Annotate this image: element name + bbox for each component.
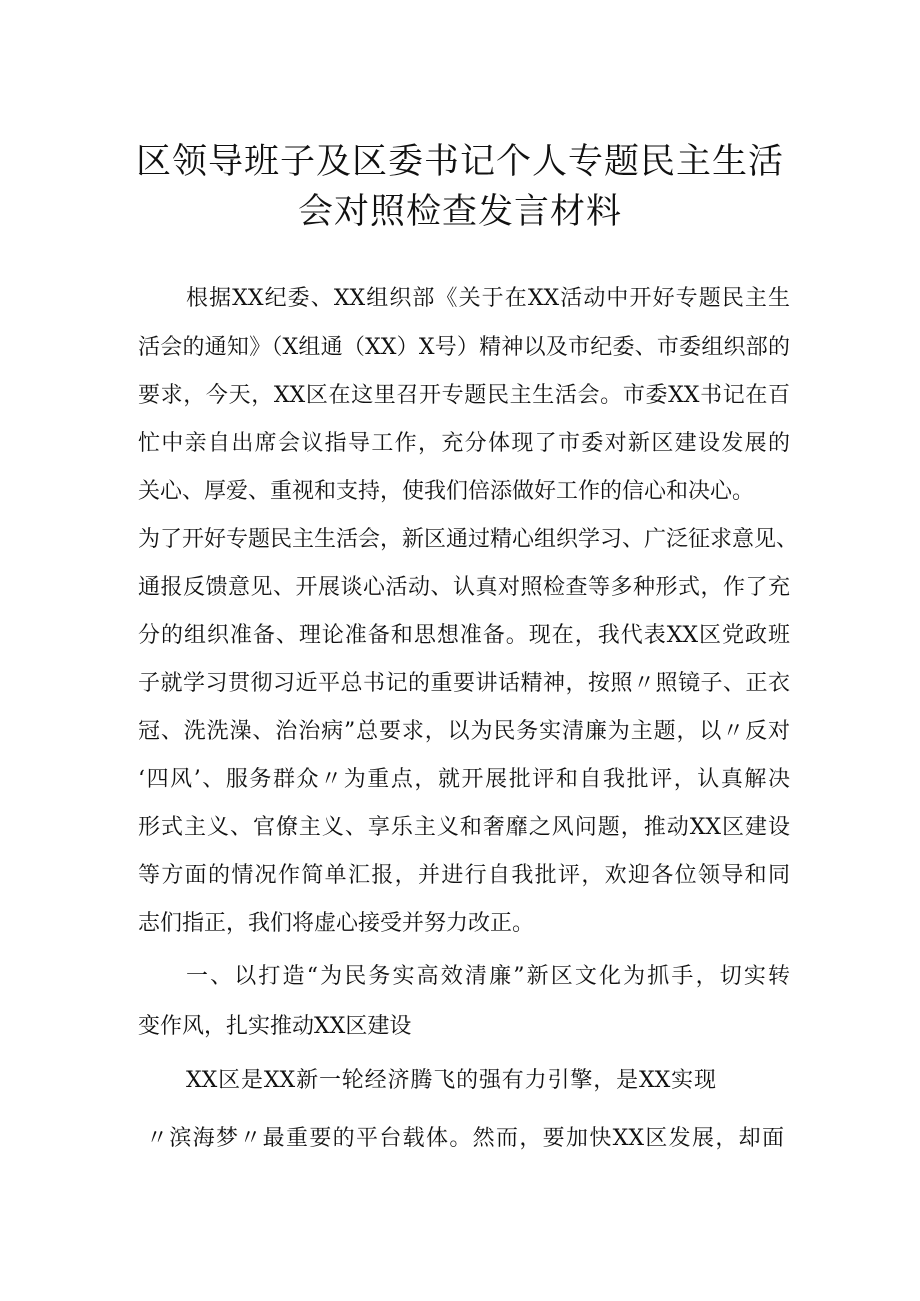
body-line-4: 忙中亲自出席会议指导工作，充分体现了市委对新区建设发展的: [138, 431, 790, 456]
body-line-13: 等方面的情况作简单汇报，并进行自我批评，欢迎各位领导和同: [138, 863, 790, 888]
body-line-7: 通报反馈意见、开展谈心活动、认真对照检查等多种形式，作了充: [138, 575, 790, 600]
body-line-9: 子就学习贯彻习近平总书记的重要讲话精神，按照〃照镜子、正衣: [138, 671, 790, 696]
body-line-2: 活会的通知》（X组通（XX）X号）精神以及市纪委、市委组织部的: [138, 335, 790, 360]
body-line-17: XX区是XX新一轮经济腾飞的强有力引擎，是XX实现: [186, 1068, 716, 1093]
body-line-8: 分的组织准备、理论准备和思想准备。现在，我代表XX区党政班: [138, 623, 790, 648]
body-line-1: 根据XX纪委、XX组织部《关于在XX活动中开好专题民主生: [186, 286, 790, 311]
body-line-12: 形式主义、官僚主义、享乐主义和奢靡之风问题，推动XX区建设: [138, 815, 790, 840]
body-line-3: 要求，今天，XX区在这里召开专题民主生活会。市委XX书记在百: [138, 383, 790, 408]
body-line-14: 志们指正，我们将虚心接受并努力改正。: [138, 911, 535, 936]
section-heading-line-2: 变作风，扎实推动XX区建设: [138, 1014, 412, 1039]
document-title-line-1: 区领导班子及区委书记个人专题民主生活: [135, 142, 784, 182]
body-line-5: 关心、厚爱、重视和支持，使我们倍添做好工作的信心和决心。: [138, 479, 755, 504]
body-line-18: 〃滨海梦〃最重要的平台载体。然而，要加快XX区发展，却面: [146, 1126, 784, 1151]
body-line-6: 为了开好专题民主生活会，新区通过精心组织学习、广泛征求意见、: [138, 527, 799, 552]
body-line-10: 冠、洗洗澡、治治病”总要求，以为民务实清廉为主题，以〃反对: [138, 719, 790, 744]
document-title-line-2: 会对照检查发言材料: [297, 192, 622, 232]
body-line-11: ‘四风’、服务群众〃为重点，就开展批评和自我批评，认真解决: [138, 767, 790, 792]
section-heading-line-1: 一、以打造“为民务实高效清廉”新区文化为抓手，切实转: [186, 964, 790, 989]
